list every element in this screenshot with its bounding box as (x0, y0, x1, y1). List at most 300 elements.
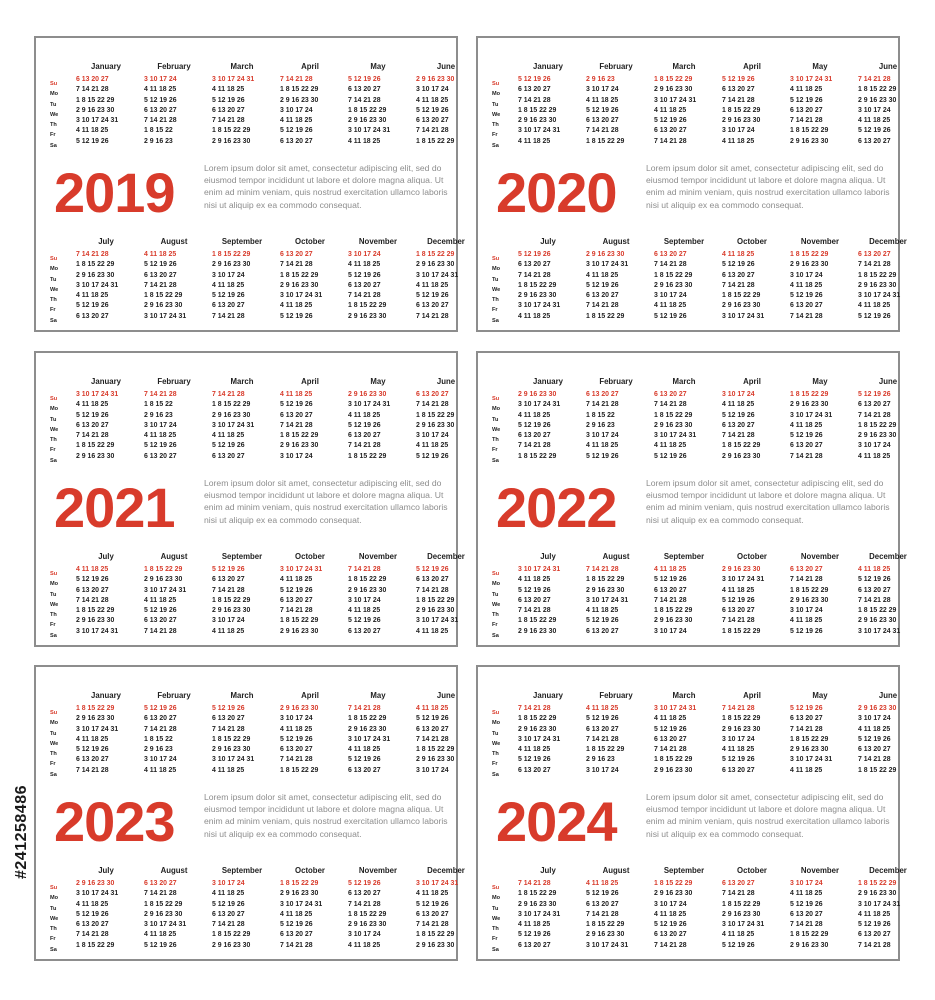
weekday-label: Th (492, 751, 499, 758)
day-row: 2 9 16 23 30 (144, 576, 183, 584)
month-name: November (800, 866, 840, 875)
day-row: 3 10 17 24 (144, 421, 177, 429)
day-row: 2 9 16 23 30 (858, 890, 897, 898)
day-row: 3 10 17 24 (144, 756, 177, 764)
month-days (516, 390, 580, 462)
month-days (652, 75, 716, 147)
month-days (788, 879, 852, 951)
month-block-february (584, 60, 648, 147)
day-row: 2 9 16 23 30 (416, 607, 455, 615)
day-row: 2 9 16 23 30 (280, 442, 319, 450)
weekday-label: Su (492, 571, 500, 577)
month-name: September (221, 237, 263, 246)
day-row: 4 11 18 25 (518, 921, 551, 929)
day-row: 2 9 16 23 30 (654, 766, 693, 774)
sunday-row: 4 11 18 25 (586, 880, 619, 887)
day-row: 3 10 17 24 31 (654, 96, 697, 104)
day-row: 3 10 17 24 31 (144, 921, 187, 929)
month-block-july (516, 864, 580, 951)
day-row: 2 9 16 23 30 (722, 117, 761, 125)
day-row: 5 12 19 26 (790, 900, 823, 908)
day-row: 3 10 17 24 31 (416, 271, 459, 279)
day-row: 7 14 21 28 (144, 725, 177, 733)
day-row: 4 11 18 25 (144, 432, 177, 440)
day-row: 3 10 17 24 31 (76, 725, 119, 733)
month-block-may (788, 689, 852, 776)
day-row: 1 8 15 22 29 (348, 302, 387, 310)
weekday-label: We (492, 426, 501, 433)
month-name: October (295, 866, 325, 875)
day-row: 3 10 17 24 (654, 900, 687, 908)
day-row: 7 14 21 28 (654, 401, 687, 409)
month-days (142, 250, 206, 322)
month-name: June (436, 377, 456, 386)
day-row: 4 11 18 25 (212, 890, 245, 898)
month-name: March (672, 691, 696, 700)
day-row: 2 9 16 23 30 (858, 281, 897, 289)
month-block-june (414, 60, 478, 147)
month-name: July (540, 866, 556, 875)
day-row: 1 8 15 22 29 (790, 931, 829, 939)
sunday-row: 7 14 21 28 (144, 391, 177, 398)
day-row: 3 10 17 24 (348, 596, 381, 604)
month-block-december (856, 864, 920, 951)
month-name: April (743, 377, 761, 386)
day-row: 4 11 18 25 (722, 746, 755, 754)
day-row: 2 9 16 23 (144, 746, 173, 754)
month-block-september (210, 550, 274, 637)
day-row: 7 14 21 28 (654, 596, 687, 604)
month-days (856, 390, 920, 462)
month-name: September (221, 552, 263, 561)
day-row: 2 9 16 23 30 (416, 261, 455, 269)
day-row: 3 10 17 24 (586, 432, 619, 440)
weekday-label: Fr (492, 936, 498, 943)
day-row: 5 12 19 26 (518, 421, 551, 429)
month-name: January (533, 377, 563, 386)
sunday-row: 3 10 17 24 (722, 391, 755, 398)
month-block-january (516, 689, 580, 776)
day-row: 4 11 18 25 (416, 890, 449, 898)
day-row: 5 12 19 26 (654, 117, 687, 125)
month-block-october (278, 550, 342, 637)
weekday-label: Fr (50, 622, 56, 629)
day-row: 6 13 20 27 (280, 931, 313, 939)
day-row: 1 8 15 22 29 (212, 735, 251, 743)
weekday-label: Sa (492, 317, 499, 324)
day-row: 7 14 21 28 (790, 312, 823, 320)
day-row: 3 10 17 24 31 (722, 312, 765, 320)
day-row: 2 9 16 23 (144, 137, 173, 145)
month-block-march (210, 60, 274, 147)
day-row: 1 8 15 22 29 (280, 432, 319, 440)
month-name: February (599, 377, 633, 386)
day-row: 2 9 16 23 30 (654, 890, 693, 898)
month-days (414, 390, 478, 462)
day-row: 2 9 16 23 30 (212, 261, 251, 269)
sunday-row: 1 8 15 22 29 (654, 880, 693, 887)
day-row: 2 9 16 23 30 (518, 627, 557, 635)
day-row: 3 10 17 24 31 (858, 627, 901, 635)
month-block-april (278, 60, 342, 147)
day-row: 4 11 18 25 (212, 86, 245, 94)
month-block-november (788, 235, 852, 322)
month-block-november (788, 550, 852, 637)
day-row: 4 11 18 25 (654, 442, 687, 450)
day-row: 3 10 17 24 (212, 617, 245, 625)
day-row: 1 8 15 22 (144, 735, 173, 743)
day-row: 6 13 20 27 (212, 106, 245, 114)
day-row: 6 13 20 27 (654, 931, 687, 939)
day-row: 5 12 19 26 (144, 607, 177, 615)
sunday-row: 2 9 16 23 30 (722, 566, 761, 573)
day-row: 3 10 17 24 (280, 106, 313, 114)
month-days (414, 75, 478, 147)
month-name: February (157, 62, 191, 71)
day-row: 2 9 16 23 30 (76, 617, 115, 625)
day-row: 6 13 20 27 (790, 442, 823, 450)
month-block-june (414, 375, 478, 462)
day-row: 3 10 17 24 31 (280, 900, 323, 908)
month-grid-bottom (36, 864, 465, 964)
month-name: September (221, 866, 263, 875)
month-block-october (720, 550, 784, 637)
month-block-february (142, 60, 206, 147)
day-row: 2 9 16 23 30 (144, 910, 183, 918)
sunday-row: 6 13 20 27 (654, 391, 687, 398)
month-block-july (516, 235, 580, 322)
day-row: 4 11 18 25 (586, 442, 619, 450)
weekday-label: Tu (50, 276, 57, 283)
weekday-label: Th (492, 612, 499, 619)
day-row: 1 8 15 22 29 (722, 900, 761, 908)
sunday-row: 2 9 16 23 30 (416, 76, 455, 83)
sunday-row: 5 12 19 26 (416, 566, 449, 573)
weekday-label: Su (50, 571, 58, 577)
month-grid-bottom (478, 864, 907, 964)
day-row: 7 14 21 28 (858, 756, 891, 764)
month-name: June (878, 377, 898, 386)
day-row: 1 8 15 22 29 (212, 931, 251, 939)
day-row: 5 12 19 26 (280, 127, 313, 135)
day-row: 2 9 16 23 30 (858, 617, 897, 625)
day-row: 4 11 18 25 (212, 432, 245, 440)
month-block-december (414, 550, 478, 637)
month-days (856, 250, 920, 322)
day-row: 6 13 20 27 (348, 766, 381, 774)
day-row: 2 9 16 23 30 (722, 302, 761, 310)
day-row: 2 9 16 23 30 (586, 586, 625, 594)
month-name: December (869, 866, 907, 875)
month-days (516, 75, 580, 147)
month-name: January (91, 62, 121, 71)
day-row: 2 9 16 23 30 (654, 617, 693, 625)
month-days (414, 704, 478, 776)
day-row: 4 11 18 25 (722, 931, 755, 939)
weekday-label: Su (50, 710, 58, 716)
sunday-row: 4 11 18 25 (858, 566, 891, 573)
month-block-december (414, 235, 478, 322)
month-days (720, 565, 784, 637)
day-row: 5 12 19 26 (76, 137, 109, 145)
month-block-july (74, 864, 138, 951)
day-row: 3 10 17 24 31 (790, 411, 833, 419)
day-row: 6 13 20 27 (858, 401, 891, 409)
month-block-march (210, 375, 274, 462)
day-row: 6 13 20 27 (722, 607, 755, 615)
day-row: 3 10 17 24 31 (858, 900, 901, 908)
day-row: 5 12 19 26 (416, 900, 449, 908)
month-block-january (74, 689, 138, 776)
month-block-april (720, 689, 784, 776)
month-grid-top (478, 375, 902, 475)
month-grid-top (36, 375, 460, 475)
sunday-row: 7 14 21 28 (586, 566, 619, 573)
day-row: 2 9 16 23 30 (858, 432, 897, 440)
day-row: 4 11 18 25 (790, 281, 823, 289)
day-row: 1 8 15 22 29 (348, 910, 387, 918)
day-row: 3 10 17 24 (790, 271, 823, 279)
month-block-february (584, 375, 648, 462)
month-days (720, 390, 784, 462)
day-row: 3 10 17 24 31 (518, 302, 561, 310)
day-row: 3 10 17 24 (654, 292, 687, 300)
month-days (74, 250, 138, 322)
month-days (856, 704, 920, 776)
month-block-july (74, 235, 138, 322)
weekday-label: Tu (492, 276, 499, 283)
day-row: 1 8 15 22 29 (654, 756, 693, 764)
day-row: 4 11 18 25 (348, 746, 381, 754)
month-days (142, 75, 206, 147)
month-days (74, 75, 138, 147)
month-block-december (414, 864, 478, 951)
weekday-label: Mo (492, 266, 501, 273)
day-row: 5 12 19 26 (348, 756, 381, 764)
day-row: 5 12 19 26 (212, 900, 245, 908)
day-row: 7 14 21 28 (280, 941, 313, 949)
weekday-labels (50, 254, 64, 326)
day-row: 1 8 15 22 29 (76, 96, 115, 104)
day-row: 5 12 19 26 (722, 756, 755, 764)
month-grid-bottom (36, 550, 465, 650)
sunday-row: 3 10 17 24 (348, 251, 381, 258)
weekday-label: Tu (50, 591, 57, 598)
weekday-label: Mo (492, 406, 501, 413)
sunday-row: 4 11 18 25 (76, 566, 109, 573)
day-row: 7 14 21 28 (76, 931, 109, 939)
weekday-label: Th (492, 122, 499, 129)
day-row: 2 9 16 23 30 (212, 941, 251, 949)
month-block-march (652, 60, 716, 147)
year-title: 2023 (54, 790, 175, 853)
month-days (74, 879, 138, 951)
day-row: 6 13 20 27 (518, 766, 551, 774)
day-row: 4 11 18 25 (722, 137, 755, 145)
month-name: October (295, 552, 325, 561)
day-row: 7 14 21 28 (348, 442, 381, 450)
month-block-january (74, 60, 138, 147)
day-row: 3 10 17 24 31 (348, 127, 391, 135)
day-row: 6 13 20 27 (76, 312, 109, 320)
sunday-row: 5 12 19 26 (790, 705, 823, 712)
day-row: 2 9 16 23 30 (280, 890, 319, 898)
weekday-label: Th (492, 297, 499, 304)
month-days (278, 75, 342, 147)
month-days (584, 565, 648, 637)
day-row: 5 12 19 26 (858, 735, 891, 743)
month-days (142, 704, 206, 776)
calendar-card-2019 (34, 36, 465, 332)
day-row: 1 8 15 22 29 (144, 292, 183, 300)
day-row: 5 12 19 26 (790, 96, 823, 104)
weekday-label: Tu (492, 905, 499, 912)
day-row: 7 14 21 28 (348, 900, 381, 908)
month-block-november (346, 235, 410, 322)
sunday-row: 5 12 19 26 (144, 705, 177, 712)
day-row: 6 13 20 27 (212, 302, 245, 310)
weekday-label: Fr (50, 132, 56, 139)
day-row: 6 13 20 27 (518, 261, 551, 269)
month-days (516, 250, 580, 322)
day-row: 2 9 16 23 30 (280, 281, 319, 289)
day-row: 1 8 15 22 29 (518, 452, 557, 460)
day-row: 2 9 16 23 30 (76, 106, 115, 114)
weekday-label: Tu (492, 591, 499, 598)
weekday-label: Su (50, 256, 58, 262)
day-row: 1 8 15 22 29 (416, 931, 455, 939)
month-name: June (436, 691, 456, 700)
month-block-june (856, 60, 920, 147)
month-days (652, 704, 716, 776)
sunday-row: 6 13 20 27 (144, 880, 177, 887)
month-days (278, 390, 342, 462)
day-row: 4 11 18 25 (858, 117, 891, 125)
month-days (346, 565, 410, 637)
sunday-row: 6 13 20 27 (654, 251, 687, 258)
sunday-row: 2 9 16 23 30 (348, 391, 387, 398)
day-row: 6 13 20 27 (518, 941, 551, 949)
day-row: 5 12 19 26 (858, 312, 891, 320)
month-days (278, 565, 342, 637)
weekday-label: Su (492, 710, 500, 716)
day-row: 5 12 19 26 (654, 921, 687, 929)
day-row: 6 13 20 27 (790, 910, 823, 918)
month-block-april (278, 375, 342, 462)
day-row: 1 8 15 22 29 (722, 292, 761, 300)
day-row: 3 10 17 24 31 (76, 890, 119, 898)
sunday-row: 4 11 18 25 (654, 566, 687, 573)
month-block-june (856, 689, 920, 776)
day-row: 6 13 20 27 (144, 106, 177, 114)
sunday-row: 5 12 19 26 (858, 391, 891, 398)
day-row: 5 12 19 26 (654, 452, 687, 460)
month-block-may (346, 375, 410, 462)
month-days (788, 75, 852, 147)
weekday-label: Mo (492, 91, 501, 98)
day-row: 2 9 16 23 30 (790, 746, 829, 754)
day-row: 6 13 20 27 (722, 86, 755, 94)
month-block-october (720, 235, 784, 322)
day-row: 1 8 15 22 29 (348, 452, 387, 460)
day-row: 6 13 20 27 (416, 302, 449, 310)
sunday-row: 1 8 15 22 29 (76, 705, 115, 712)
month-days (414, 250, 478, 322)
day-row: 4 11 18 25 (144, 766, 177, 774)
sunday-row: 6 13 20 27 (722, 880, 755, 887)
month-days (720, 250, 784, 322)
day-row: 7 14 21 28 (654, 746, 687, 754)
day-row: 1 8 15 22 29 (280, 271, 319, 279)
day-row: 1 8 15 22 29 (858, 607, 897, 615)
month-days (788, 250, 852, 322)
day-row: 1 8 15 22 29 (586, 137, 625, 145)
month-name: April (743, 62, 761, 71)
month-block-december (856, 235, 920, 322)
month-name: December (869, 237, 907, 246)
month-name: July (540, 237, 556, 246)
year-title: 2019 (54, 161, 175, 224)
day-row: 4 11 18 25 (280, 725, 313, 733)
month-name: November (358, 866, 398, 875)
month-days (720, 75, 784, 147)
weekday-label: Fr (492, 307, 498, 314)
day-row: 5 12 19 26 (790, 292, 823, 300)
day-row: 2 9 16 23 30 (280, 627, 319, 635)
day-row: 4 11 18 25 (518, 312, 551, 320)
day-row: 3 10 17 24 31 (586, 261, 629, 269)
day-row: 1 8 15 22 29 (722, 442, 761, 450)
day-row: 7 14 21 28 (858, 941, 891, 949)
month-days (516, 879, 580, 951)
day-row: 2 9 16 23 30 (348, 725, 387, 733)
weekday-label: Fr (492, 622, 498, 629)
calendar-card-2021 (34, 351, 465, 647)
month-days (210, 879, 274, 951)
weekday-label: Mo (492, 895, 501, 902)
day-row: 1 8 15 22 29 (212, 127, 251, 135)
day-row: 7 14 21 28 (858, 411, 891, 419)
sunday-row: 4 11 18 25 (144, 251, 177, 258)
day-row: 7 14 21 28 (76, 596, 109, 604)
day-row: 3 10 17 24 31 (586, 596, 629, 604)
month-days (584, 250, 648, 322)
month-days (856, 75, 920, 147)
day-row: 6 13 20 27 (144, 617, 177, 625)
month-name: January (91, 377, 121, 386)
weekday-label: Sa (492, 771, 499, 778)
day-row: 7 14 21 28 (144, 627, 177, 635)
month-days (720, 704, 784, 776)
description-text: Lorem ipsum dolor sit amet, consectetur adipiscing elit, sed do eiusmod tempor incididunt ut labore et dolore magna aliqua. Ut enim ad minim veniam, quis nostrud exercitation ullamco laboris nisi ut aliquip ex ea commodo consequat. (204, 792, 448, 839)
month-block-july (516, 550, 580, 637)
weekday-labels (50, 569, 64, 641)
month-name: June (878, 62, 898, 71)
month-name: January (91, 691, 121, 700)
month-name: April (301, 377, 319, 386)
month-block-january (516, 60, 580, 147)
sunday-row: 5 12 19 26 (722, 76, 755, 83)
day-row: 7 14 21 28 (280, 261, 313, 269)
sunday-row: 5 12 19 26 (518, 251, 551, 258)
weekday-label: We (492, 286, 501, 293)
sunday-row: 3 10 17 24 (144, 76, 177, 83)
day-row: 5 12 19 26 (144, 442, 177, 450)
day-row: 7 14 21 28 (722, 890, 755, 898)
day-row: 6 13 20 27 (212, 910, 245, 918)
month-grid-top (36, 689, 460, 789)
month-days (74, 565, 138, 637)
